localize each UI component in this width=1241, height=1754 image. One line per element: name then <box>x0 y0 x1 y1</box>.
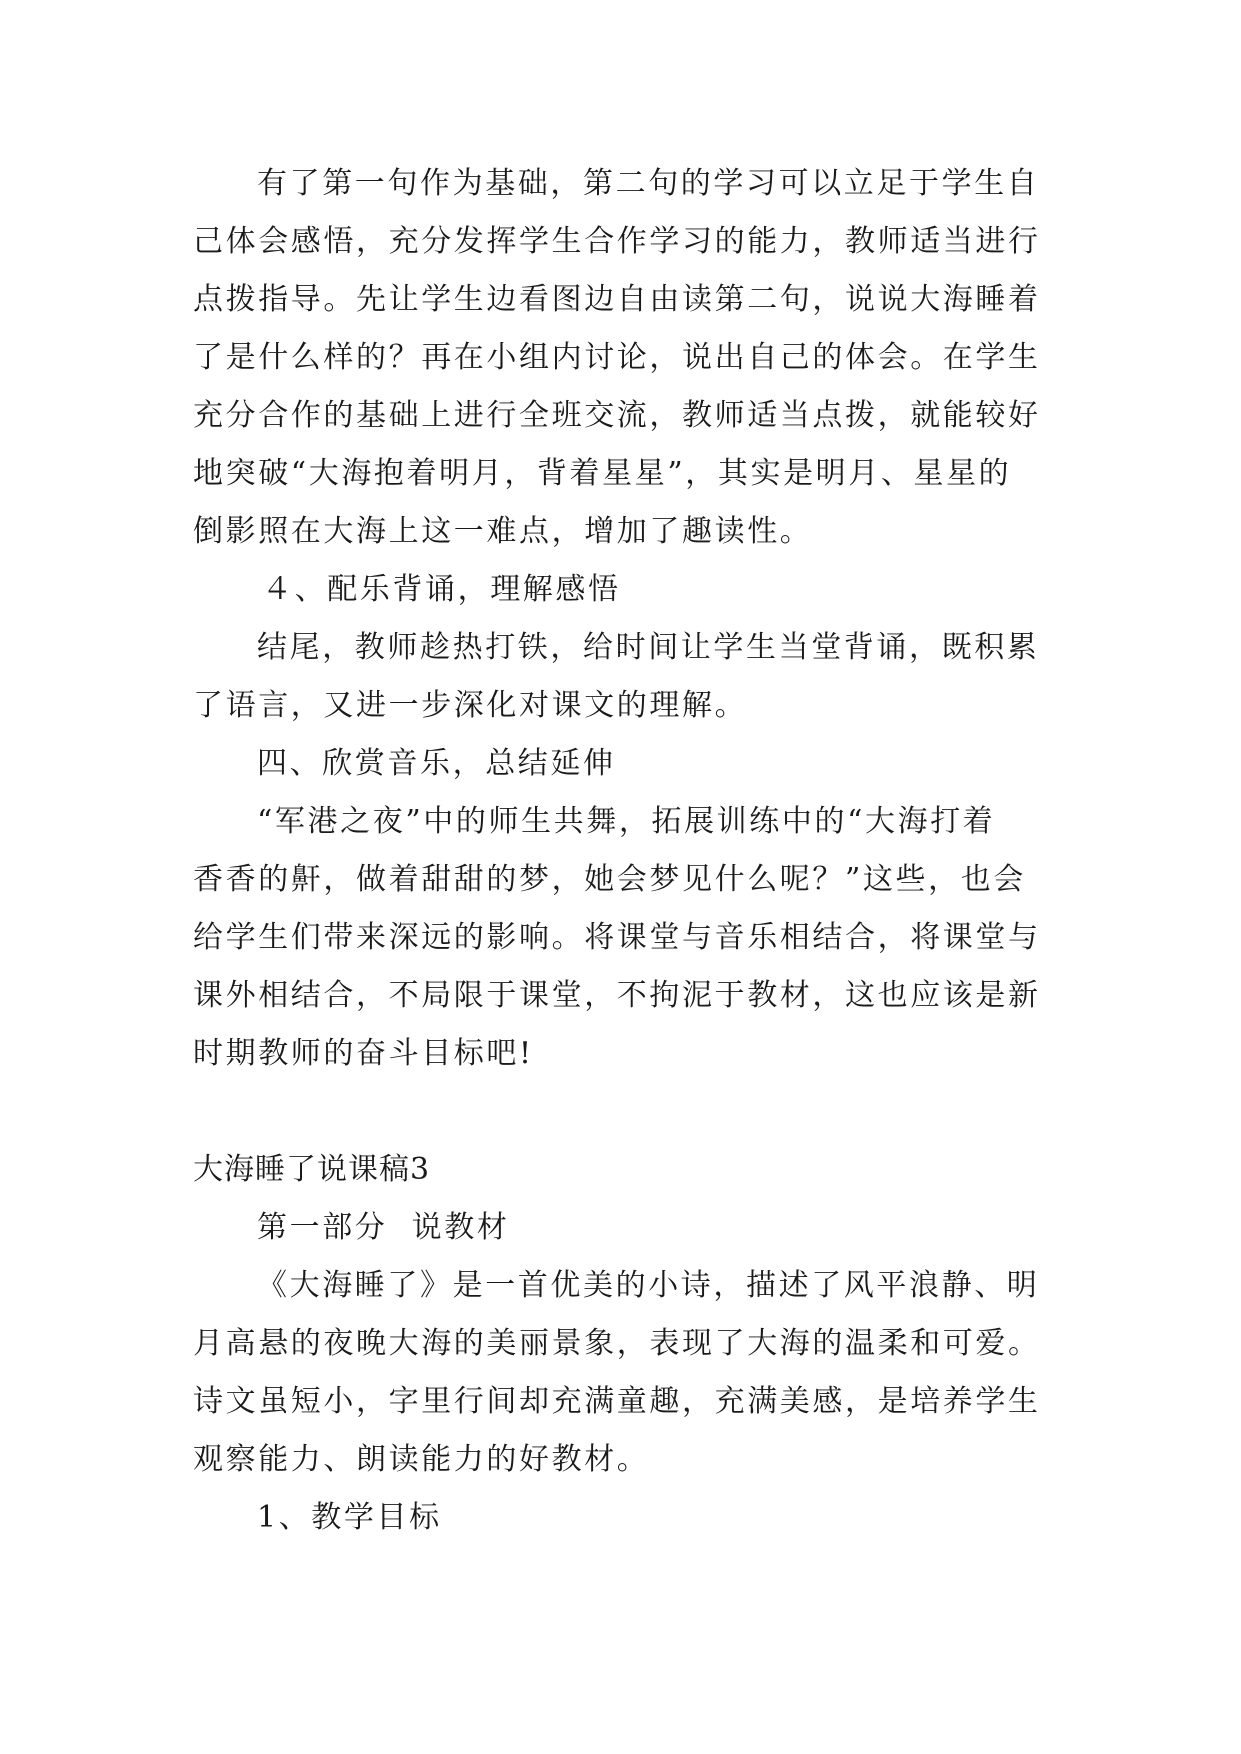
part-heading: 第一部分 说教材 <box>257 1210 510 1245</box>
paragraph-line: 观察能力、朗读能力的好教材。 <box>193 1442 650 1477</box>
paragraph-line: 时期教师的奋斗目标吧! <box>193 1036 534 1071</box>
paragraph-line: “军港之夜”中的师生共舞，拓展训练中的“大海打着 <box>257 804 996 839</box>
paragraph-line: 课外相结合，不局限于课堂，不拘泥于教材，这也应该是新 <box>193 978 1041 1013</box>
paragraph-line: 给学生们带来深远的影响。将课堂与音乐相结合，将课堂与 <box>193 920 1041 955</box>
paragraph-line: 己体会感悟，充分发挥学生合作学习的能力，教师适当进行 <box>193 224 1041 259</box>
section-heading: ４、配乐背诵，理解感悟 <box>262 572 621 607</box>
paragraph-line: 有了第一句作为基础，第二句的学习可以立足于学生自 <box>257 166 1040 201</box>
section-heading: 四、欣赏音乐，总结延伸 <box>257 746 616 781</box>
paragraph-line: 结尾，教师趁热打铁，给时间让学生当堂背诵，既积累 <box>257 630 1040 665</box>
subsection-heading: 1、教学目标 <box>257 1500 442 1535</box>
paragraph-line: 点拨指导。先让学生边看图边自由读第二句，说说大海睡着 <box>193 282 1041 317</box>
paragraph-line: 地突破“大海抱着明月，背着星星”，其实是明月、星星的 <box>193 456 1012 491</box>
paragraph-line: 《大海睡了》是一首优美的小诗，描述了风平浪静、明 <box>257 1268 1040 1303</box>
paragraph-line: 了语言，又进一步深化对课文的理解。 <box>193 688 748 723</box>
paragraph-line: 诗文虽短小，字里行间却充满童趣，充满美感，是培养学生 <box>193 1384 1041 1419</box>
paragraph-line: 充分合作的基础上进行全班交流，教师适当点拨，就能较好 <box>193 398 1041 433</box>
document-title: 大海睡了说课稿3 <box>193 1152 431 1187</box>
paragraph-line: 倒影照在大海上这一难点，增加了趣读性。 <box>193 514 813 549</box>
paragraph-line: 月高悬的夜晚大海的美丽景象，表现了大海的温柔和可爱。 <box>193 1326 1041 1361</box>
paragraph-line: 香香的鼾，做着甜甜的梦，她会梦见什么呢？”这些，也会 <box>193 862 1026 897</box>
paragraph-line: 了是什么样的？再在小组内讨论，说出自己的体会。在学生 <box>193 340 1041 375</box>
